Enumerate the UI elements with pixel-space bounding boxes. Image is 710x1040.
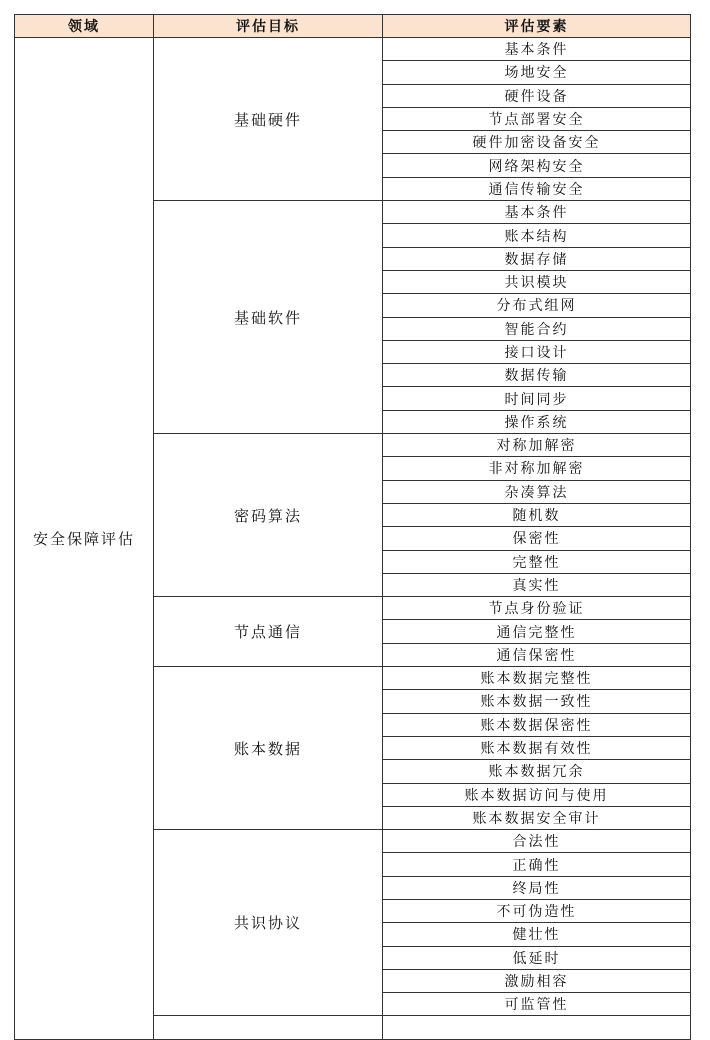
element-cell: 真实性 [383, 573, 691, 596]
header-domain: 领域 [15, 15, 154, 38]
table-row [15, 38, 691, 61]
element-cell: 账本数据完整性 [383, 667, 691, 690]
table-body [15, 38, 691, 1040]
element-cell: 基本条件 [383, 201, 691, 224]
element-cell: 硬件加密设备安全 [383, 131, 691, 154]
target-cell: 节点通信 [154, 597, 383, 667]
element-cell: 账本数据有效性 [383, 736, 691, 759]
target-cell: 账本数据 [154, 667, 383, 830]
element-cell [383, 1016, 691, 1039]
element-cell: 通信保密性 [383, 643, 691, 666]
element-cell: 账本数据冗余 [383, 760, 691, 783]
target-cell: 基础软件 [154, 201, 383, 434]
element-cell: 终局性 [383, 876, 691, 899]
element-cell: 账本数据访问与使用 [383, 783, 691, 806]
target-cell: 基础硬件 [154, 38, 383, 201]
element-cell: 随机数 [383, 503, 691, 526]
header-elements: 评估要素 [383, 15, 691, 38]
element-cell: 场地安全 [383, 61, 691, 84]
element-cell: 合法性 [383, 830, 691, 853]
element-cell: 杂凑算法 [383, 480, 691, 503]
element-cell: 时间同步 [383, 387, 691, 410]
element-cell: 节点身份验证 [383, 597, 691, 620]
element-cell: 激励相容 [383, 969, 691, 992]
element-cell: 保密性 [383, 527, 691, 550]
element-cell: 低延时 [383, 946, 691, 969]
element-cell: 通信传输安全 [383, 177, 691, 200]
element-cell: 共识模块 [383, 270, 691, 293]
element-cell: 不可伪造性 [383, 899, 691, 922]
element-cell: 硬件设备 [383, 84, 691, 107]
element-cell: 账本数据一致性 [383, 690, 691, 713]
element-cell: 正确性 [383, 853, 691, 876]
element-cell: 基本条件 [383, 38, 691, 61]
element-cell: 账本数据保密性 [383, 713, 691, 736]
element-cell: 账本数据安全审计 [383, 806, 691, 829]
target-cell: 密码算法 [154, 434, 383, 597]
assessment-table [14, 14, 691, 1040]
element-cell: 数据传输 [383, 364, 691, 387]
element-cell: 分布式组网 [383, 294, 691, 317]
element-cell: 对称加解密 [383, 434, 691, 457]
element-cell: 健壮性 [383, 923, 691, 946]
assessment-table-container [14, 14, 690, 1040]
element-cell: 通信完整性 [383, 620, 691, 643]
element-cell: 账本结构 [383, 224, 691, 247]
target-cell [154, 1016, 383, 1039]
element-cell: 非对称加解密 [383, 457, 691, 480]
header-row [15, 15, 691, 38]
element-cell: 智能合约 [383, 317, 691, 340]
element-cell: 完整性 [383, 550, 691, 573]
element-cell: 节点部署安全 [383, 107, 691, 130]
table-header [15, 15, 691, 38]
element-cell: 操作系统 [383, 410, 691, 433]
domain-cell: 安全保障评估 [15, 38, 154, 1040]
element-cell: 可监管性 [383, 993, 691, 1016]
element-cell: 接口设计 [383, 340, 691, 363]
target-cell: 共识协议 [154, 830, 383, 1016]
element-cell: 网络架构安全 [383, 154, 691, 177]
element-cell: 数据存储 [383, 247, 691, 270]
header-target: 评估目标 [154, 15, 383, 38]
